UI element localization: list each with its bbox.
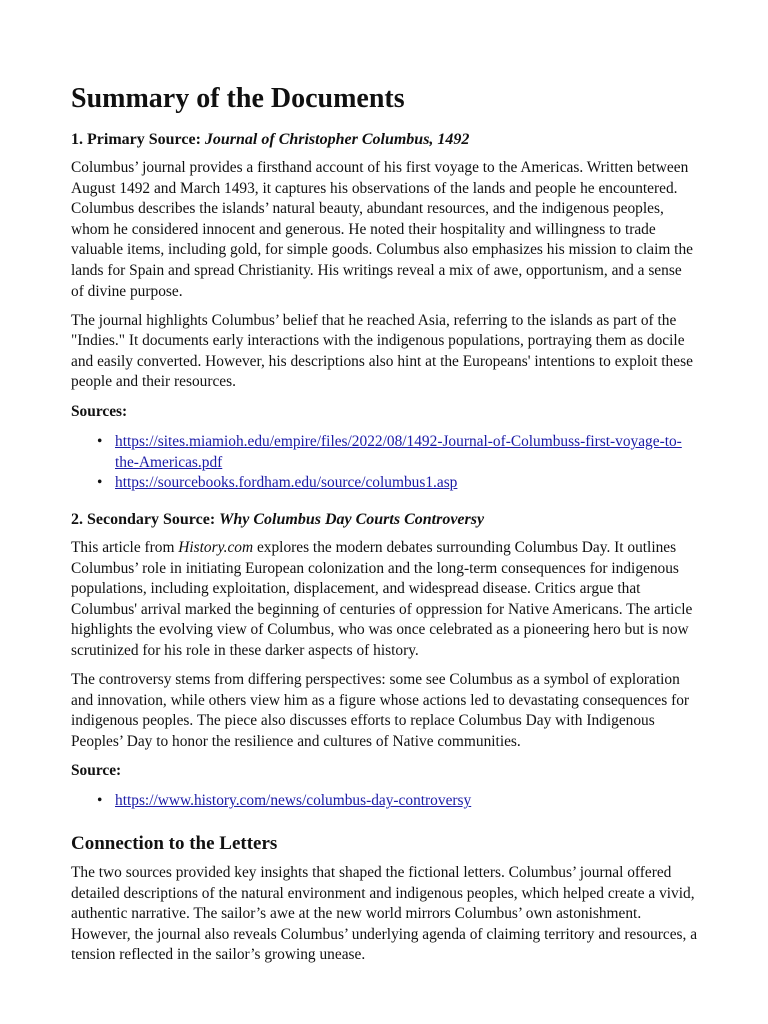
secondary-paragraph-1: [71, 538, 698, 662]
source-link-miamioh[interactable]: https://sites.miamioh.edu/empire/files/2022/08/1492-Journal-of-Columbuss-first-voyage-to-the-Americas.pdf: [115, 433, 682, 471]
secondary-paragraph-2: The controversy stems from differing perspectives: some see Columbus as a symbol of exploration and innovation, while others view him as a figure whose actions led to devastating consequences for indigenous peoples. The piece also discusses efforts to replace Columbus Day with Indigenous Peoples’ Day to honor the resilience and cultures of Native communities.: [71, 670, 690, 750]
primary-heading-title: Journal of Christopher Columbus, 1492: [204, 131, 470, 148]
secondary-sources-list: [71, 791, 698, 812]
secondary-para1-start: This article from: [71, 538, 179, 556]
page-title: Summary of the Documents: [71, 83, 405, 114]
secondary-heading-prefix: 2. Secondary Source:: [71, 510, 220, 528]
primary-sources-label: Sources:: [71, 402, 128, 420]
list-item: [115, 791, 698, 812]
secondary-heading-title: Why Columbus Day Courts Controversy: [219, 510, 485, 528]
primary-sources-list: [71, 432, 698, 494]
connection-paragraph-1: The two sources provided key insights that shaped the fictional letters. Columbus’ journal offered detailed descriptions of the natural environment and indigenous peoples, which helped create a vivid, authentic narrative. The sailor’s awe at the new world mirrors Columbus’ own astonishment. However, the journal also reveals Columbus’ underlying agenda of claiming territory and resources, a tension reflected in the sailor’s growing unease.: [71, 864, 698, 964]
source-link-history[interactable]: https://www.history.com/news/columbus-day-controversy: [115, 792, 472, 810]
primary-source-heading: [71, 130, 698, 150]
list-item: [115, 473, 698, 494]
secondary-para1-site: History.com: [178, 538, 254, 556]
source-link-fordham[interactable]: https://sourcebooks.fordham.edu/source/columbus1.asp: [115, 474, 458, 492]
primary-heading-prefix: 1. Primary Source:: [71, 131, 205, 148]
secondary-source-heading: [71, 510, 698, 530]
connection-heading: Connection to the Letters: [71, 833, 278, 855]
secondary-source-label: Source:: [71, 761, 122, 779]
primary-paragraph-2: The journal highlights Columbus’ belief that he reached Asia, referring to the islands as part of the "Indies." It documents early interactions with the indigenous populations, portraying them as docile and easily converted. However, his descriptions also hint at the Europeans' intentions to exploit these people and their resources.: [71, 311, 693, 391]
list-item: [115, 432, 698, 473]
primary-paragraph-1: Columbus’ journal provides a firsthand account of his first voyage to the Americas. Written between August 1492 and March 1493, it captures his observations of the lands and people he encountered. Columbus describes the islands’ natural beauty, abundant resources, and the indigenous peoples, whom he considered innocent and generous. He noted their hospitality and willingness to trade valuable items, including gold, for simple goods. Columbus also emphasizes his mission to claim the lands for Spain and spread Christianity. His writings reveal a mix of awe, opportunism, and a sense of divine purpose.: [71, 159, 693, 300]
secondary-para1-rest: explores the modern debates surrounding Columbus Day. It outlines Columbus’ role in initiating European colonization and the long-term consequences for indigenous populations, including exploitation, displacement, and widespread disease. Critics argue that Columbus' arrival marked the beginning of centuries of oppression for Native Americans. The article highlights the evolving view of Columbus, who was once celebrated as a pioneering hero but is now scrutinized for his role in these darker aspects of history.: [71, 538, 693, 659]
